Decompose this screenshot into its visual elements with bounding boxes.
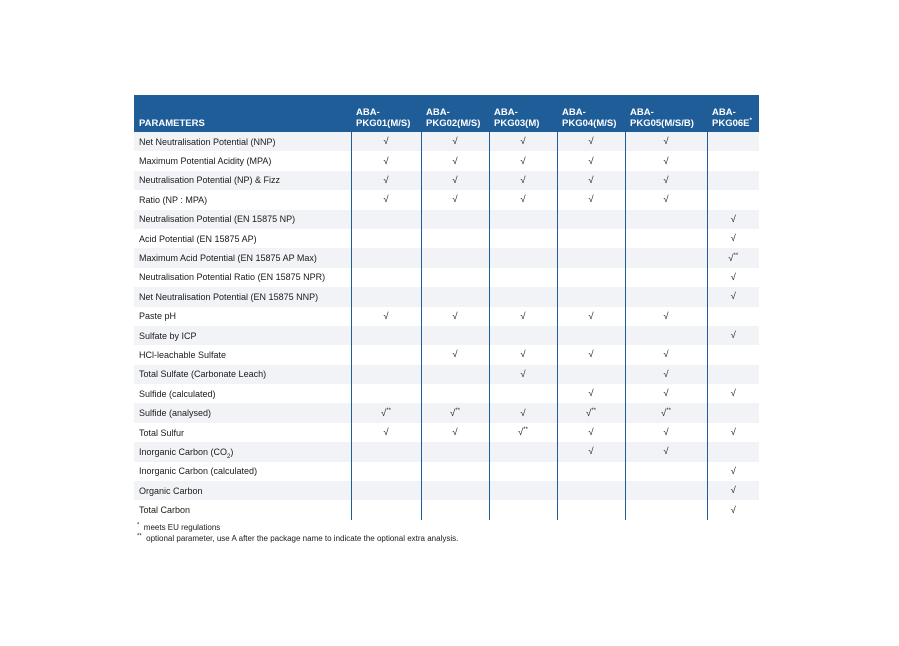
column-header-line2: PKG01(M/S) — [356, 118, 411, 129]
parameter-name — [134, 268, 351, 287]
table-row — [134, 307, 759, 326]
footnote-mark: ** — [137, 533, 142, 540]
parameter-label: Total Carbon — [139, 505, 191, 516]
package-cell — [707, 345, 759, 364]
package-cell — [557, 500, 625, 519]
column-header-line1: ABA- — [562, 107, 586, 118]
package-cell — [421, 210, 489, 229]
column-header-line1: ABA- — [426, 107, 450, 118]
check-mark-icon: √ — [383, 194, 389, 206]
package-cell — [707, 423, 759, 442]
check-mark-icon: √ — [588, 155, 594, 167]
package-cell — [489, 229, 557, 248]
optional-marker: ** — [455, 407, 460, 414]
check-mark-icon: √ — [730, 465, 736, 477]
package-cell — [557, 442, 625, 461]
package-cell — [351, 345, 421, 364]
package-cell — [489, 500, 557, 519]
check-mark-icon: √ — [588, 446, 594, 458]
check-mark-icon: √ — [588, 136, 594, 148]
package-cell — [351, 171, 421, 190]
package-cell — [489, 190, 557, 209]
parameter-name — [134, 442, 351, 461]
footnote — [137, 522, 458, 533]
package-cell — [625, 423, 707, 442]
package-cell — [421, 500, 489, 519]
package-cell — [489, 151, 557, 170]
package-cell — [489, 481, 557, 500]
package-cell — [351, 268, 421, 287]
package-cell — [707, 462, 759, 481]
check-mark-icon: √ — [520, 174, 526, 186]
check-mark-icon: √ — [730, 330, 736, 342]
package-cell — [421, 171, 489, 190]
package-cell — [489, 384, 557, 403]
optional-marker: ** — [591, 407, 596, 414]
package-cell — [557, 248, 625, 267]
table-row — [134, 326, 759, 345]
column-header-pkg04 — [557, 95, 625, 132]
package-cell — [421, 248, 489, 267]
table-row — [134, 365, 759, 384]
check-mark-icon: √ — [728, 252, 734, 264]
parameter-name — [134, 365, 351, 384]
check-mark-icon: √ — [452, 174, 458, 186]
package-cell — [625, 307, 707, 326]
table-body — [134, 132, 759, 520]
package-cell — [707, 229, 759, 248]
check-mark-icon: √ — [730, 388, 736, 400]
package-cell — [557, 171, 625, 190]
table-row — [134, 287, 759, 306]
parameter-label: Sulfate by ICP — [139, 330, 197, 341]
package-cell — [489, 248, 557, 267]
package-cell — [351, 384, 421, 403]
check-mark-icon: √ — [518, 427, 524, 439]
package-cell — [557, 384, 625, 403]
package-cell — [421, 229, 489, 248]
parameter-label: Paste pH — [139, 311, 177, 322]
package-cell — [351, 151, 421, 170]
check-mark-icon: √ — [663, 194, 669, 206]
table-row — [134, 132, 759, 151]
package-cell — [421, 365, 489, 384]
package-cell — [489, 287, 557, 306]
table-row — [134, 151, 759, 170]
check-mark-icon: √ — [663, 136, 669, 148]
package-cell — [707, 151, 759, 170]
package-cell — [625, 326, 707, 345]
parameter-name — [134, 229, 351, 248]
check-mark-icon: √ — [588, 174, 594, 186]
check-mark-icon: √ — [663, 349, 669, 361]
check-mark-icon: √ — [588, 388, 594, 400]
package-cell — [625, 171, 707, 190]
check-mark-icon: √ — [520, 368, 526, 380]
check-mark-icon: √ — [452, 310, 458, 322]
package-cell — [625, 229, 707, 248]
package-cell — [421, 190, 489, 209]
table-row — [134, 229, 759, 248]
parameter-name — [134, 132, 351, 151]
table-row — [134, 268, 759, 287]
parameter-label: Total Sulfate (Carbonate Leach) — [139, 369, 267, 380]
package-cell — [489, 268, 557, 287]
check-mark-icon: √ — [383, 136, 389, 148]
table-row — [134, 171, 759, 190]
package-cell — [625, 287, 707, 306]
package-cell — [421, 442, 489, 461]
parameter-name — [134, 190, 351, 209]
parameter-label: Organic Carbon — [139, 485, 203, 496]
parameter-subscript: 2 — [227, 453, 231, 460]
package-cell — [421, 287, 489, 306]
check-mark-icon: √ — [520, 310, 526, 322]
package-cell — [351, 462, 421, 481]
check-mark-icon: √ — [663, 310, 669, 322]
column-header-pkg03 — [489, 95, 557, 132]
column-header-line1: ABA- — [356, 107, 380, 118]
check-mark-icon: √ — [450, 407, 456, 419]
package-cell — [625, 151, 707, 170]
parameter-name — [134, 248, 351, 267]
package-cell — [557, 268, 625, 287]
package-cell — [707, 268, 759, 287]
footnotes — [137, 522, 458, 544]
parameters-header: PARAMETERS — [134, 95, 351, 132]
parameter-name — [134, 403, 351, 422]
table-row — [134, 345, 759, 364]
package-cell — [351, 248, 421, 267]
package-cell — [421, 268, 489, 287]
package-cell — [421, 423, 489, 442]
package-cell — [707, 384, 759, 403]
check-mark-icon: √ — [663, 427, 669, 439]
table-row — [134, 481, 759, 500]
package-cell — [489, 210, 557, 229]
column-header-line2: PKG02(M/S) — [426, 118, 481, 129]
column-header-line2: PKG06E — [712, 118, 750, 129]
package-cell — [351, 307, 421, 326]
parameter-label: Sulfide (analysed) — [139, 408, 212, 419]
parameters-table — [134, 95, 759, 520]
package-cell — [707, 248, 759, 267]
check-mark-icon: √ — [663, 368, 669, 380]
package-cell — [421, 481, 489, 500]
package-cell — [625, 442, 707, 461]
package-cell — [351, 132, 421, 151]
optional-marker: ** — [386, 407, 391, 414]
column-header-line1: ABA- — [494, 107, 518, 118]
parameter-label: Neutralisation Potential (NP) & Fizz — [139, 175, 281, 186]
check-mark-icon: √ — [730, 291, 736, 303]
package-cell — [557, 210, 625, 229]
check-mark-icon: √ — [452, 194, 458, 206]
package-cell — [351, 326, 421, 345]
package-cell — [351, 190, 421, 209]
package-cell — [625, 132, 707, 151]
package-cell — [489, 365, 557, 384]
package-cell — [421, 403, 489, 422]
package-cell — [351, 500, 421, 519]
package-cell — [421, 384, 489, 403]
check-mark-icon: √ — [586, 407, 592, 419]
table-row — [134, 190, 759, 209]
check-mark-icon: √ — [381, 407, 387, 419]
package-cell — [557, 229, 625, 248]
package-cell — [421, 151, 489, 170]
package-cell — [489, 442, 557, 461]
parameter-name — [134, 326, 351, 345]
check-mark-icon: √ — [452, 155, 458, 167]
check-mark-icon: √ — [730, 213, 736, 225]
package-cell — [707, 481, 759, 500]
package-cell — [557, 190, 625, 209]
table-row — [134, 248, 759, 267]
parameter-name — [134, 151, 351, 170]
package-cell — [707, 190, 759, 209]
package-cell — [707, 132, 759, 151]
check-mark-icon: √ — [588, 194, 594, 206]
parameter-name — [134, 481, 351, 500]
package-cell — [625, 210, 707, 229]
footnote-mark: * — [137, 522, 140, 529]
parameter-label: Neutralisation Potential (EN 15875 NP) — [139, 214, 296, 225]
check-mark-icon: √ — [730, 504, 736, 516]
table-row — [134, 500, 759, 519]
check-mark-icon: √ — [663, 388, 669, 400]
package-cell — [625, 190, 707, 209]
package-cell — [557, 345, 625, 364]
package-cell — [625, 481, 707, 500]
package-cell — [557, 481, 625, 500]
check-mark-icon: √ — [588, 310, 594, 322]
optional-marker: ** — [666, 407, 671, 414]
check-mark-icon: √ — [452, 427, 458, 439]
package-cell — [625, 365, 707, 384]
check-mark-icon: √ — [452, 349, 458, 361]
package-cell — [707, 442, 759, 461]
check-mark-icon: √ — [383, 155, 389, 167]
check-mark-icon: √ — [383, 310, 389, 322]
check-mark-icon: √ — [730, 485, 736, 497]
package-cell — [625, 384, 707, 403]
package-cell — [707, 287, 759, 306]
package-cell — [421, 132, 489, 151]
check-mark-icon: √ — [730, 427, 736, 439]
package-cell — [351, 442, 421, 461]
parameter-label: Neutralisation Potential Ratio (EN 15875 NPR) — [139, 272, 326, 283]
parameter-name — [134, 384, 351, 403]
check-mark-icon: √ — [663, 174, 669, 186]
parameter-label: HCl-leachable Sulfate — [139, 349, 227, 360]
package-cell — [421, 462, 489, 481]
package-cell — [421, 345, 489, 364]
table-row — [134, 442, 759, 461]
table-header-row — [134, 95, 759, 132]
parameter-label-suffix: ) — [230, 446, 234, 457]
package-cell — [489, 423, 557, 442]
column-header-line2: PKG05(M/S/B) — [630, 118, 694, 129]
parameter-label: Maximum Potential Acidity (MPA) — [139, 156, 272, 167]
column-header-line2: PKG04(M/S) — [562, 118, 617, 129]
check-mark-icon: √ — [520, 194, 526, 206]
check-mark-icon: √ — [730, 271, 736, 283]
parameter-label: Sulfide (calculated) — [139, 388, 216, 399]
package-cell — [351, 287, 421, 306]
parameter-label: Acid Potential (EN 15875 AP) — [139, 233, 257, 244]
package-cell — [421, 307, 489, 326]
check-mark-icon: √ — [588, 427, 594, 439]
footnote-text: meets EU regulations — [143, 523, 221, 532]
package-cell — [489, 345, 557, 364]
table-row — [134, 423, 759, 442]
package-cell — [557, 403, 625, 422]
table-row — [134, 403, 759, 422]
package-cell — [707, 210, 759, 229]
check-mark-icon: √ — [520, 155, 526, 167]
package-cell — [625, 462, 707, 481]
check-mark-icon: √ — [520, 136, 526, 148]
column-header-pkg01 — [351, 95, 421, 132]
package-cell — [625, 500, 707, 519]
table-row — [134, 384, 759, 403]
package-cell — [489, 132, 557, 151]
package-cell — [489, 462, 557, 481]
check-mark-icon: √ — [663, 446, 669, 458]
check-mark-icon: √ — [452, 136, 458, 148]
check-mark-icon: √ — [383, 174, 389, 186]
package-cell — [625, 403, 707, 422]
parameter-name — [134, 462, 351, 481]
package-cell — [489, 403, 557, 422]
parameter-label: Inorganic Carbon (CO — [139, 446, 228, 457]
package-cell — [351, 229, 421, 248]
package-cell — [351, 481, 421, 500]
column-header-pkg02 — [421, 95, 489, 132]
table-row — [134, 462, 759, 481]
footnote — [137, 533, 458, 544]
check-mark-icon: √ — [520, 407, 526, 419]
parameter-name — [134, 307, 351, 326]
package-cell — [557, 462, 625, 481]
package-cell — [625, 268, 707, 287]
check-mark-icon: √ — [661, 407, 667, 419]
package-cell — [625, 345, 707, 364]
check-mark-icon: √ — [383, 427, 389, 439]
parameter-label: Inorganic Carbon (calculated) — [139, 466, 258, 477]
parameter-name — [134, 500, 351, 519]
column-header-line2: PKG03(M) — [494, 118, 540, 129]
package-cell — [625, 248, 707, 267]
package-cell — [351, 365, 421, 384]
check-mark-icon: √ — [520, 349, 526, 361]
check-mark-icon: √ — [588, 349, 594, 361]
parameter-name — [134, 171, 351, 190]
check-mark-icon: √ — [730, 233, 736, 245]
parameter-label: Maximum Acid Potential (EN 15875 AP Max) — [139, 253, 317, 264]
parameter-name — [134, 423, 351, 442]
parameter-label: Net Neutralisation Potential (EN 15875 NNP) — [139, 291, 319, 302]
column-header-pkg05 — [625, 95, 707, 132]
package-cell — [557, 151, 625, 170]
package-cell — [489, 326, 557, 345]
package-cell — [557, 365, 625, 384]
package-cell — [489, 307, 557, 326]
optional-marker: ** — [733, 252, 739, 259]
package-cell — [707, 171, 759, 190]
optional-marker: ** — [523, 426, 528, 433]
column-header-superscript: * — [749, 117, 752, 124]
package-cell — [707, 365, 759, 384]
package-cell — [351, 210, 421, 229]
package-cell — [707, 403, 759, 422]
footnote-text: optional parameter, use A after the package name to indicate the optional extra analysis. — [146, 534, 459, 543]
package-cell — [557, 326, 625, 345]
package-cell — [351, 423, 421, 442]
package-cell — [557, 307, 625, 326]
column-header-pkg06 — [707, 95, 759, 132]
parameter-label: Total Sulfur — [139, 427, 185, 438]
package-cell — [351, 403, 421, 422]
parameter-name — [134, 345, 351, 364]
column-header-line1: ABA- — [712, 107, 736, 118]
check-mark-icon: √ — [663, 155, 669, 167]
package-cell — [421, 326, 489, 345]
package-cell — [489, 171, 557, 190]
package-cell — [707, 326, 759, 345]
parameter-name — [134, 287, 351, 306]
parameter-name — [134, 210, 351, 229]
package-cell — [557, 287, 625, 306]
table-row — [134, 210, 759, 229]
package-cell — [707, 307, 759, 326]
column-header-line1: ABA- — [630, 107, 654, 118]
parameter-label: Ratio (NP : MPA) — [139, 194, 208, 205]
package-cell — [707, 500, 759, 519]
parameter-label: Net Neutralisation Potential (NNP) — [139, 136, 276, 147]
package-cell — [557, 423, 625, 442]
package-cell — [557, 132, 625, 151]
